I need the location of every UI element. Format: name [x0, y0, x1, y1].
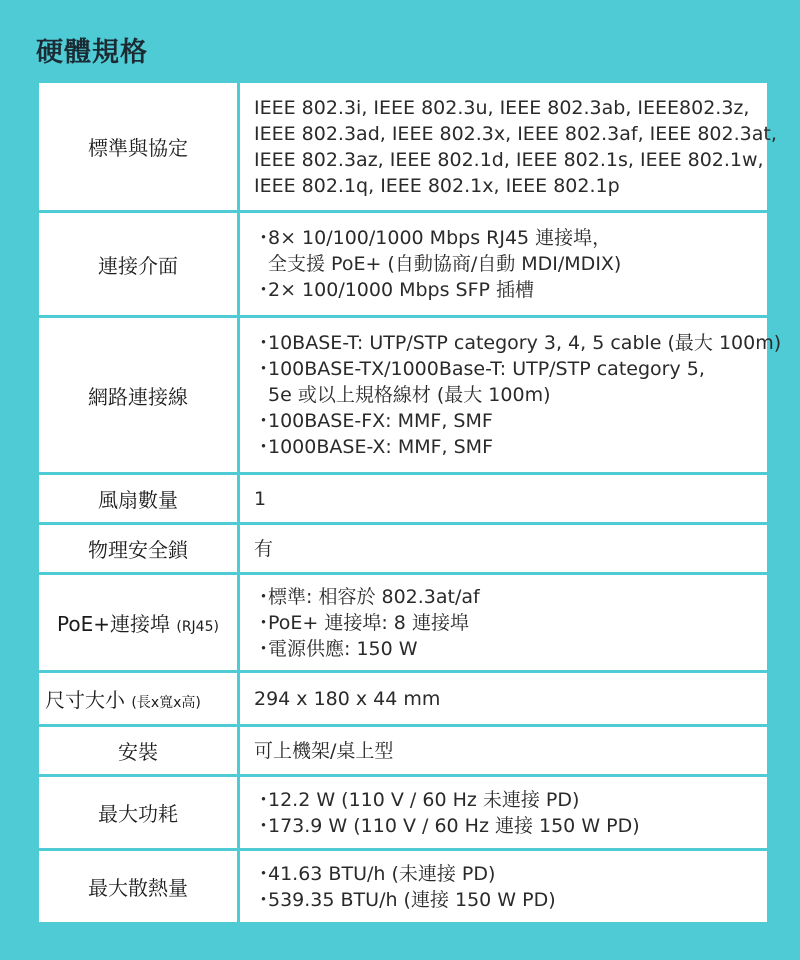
spec-label-interfaces: 連接介面	[38, 212, 239, 317]
spec-value-poe-ports	[239, 574, 769, 672]
spec-label-cables: 網路連接線	[38, 317, 239, 474]
list-item	[254, 356, 755, 382]
bullet-icon: ・	[254, 611, 274, 634]
list-item	[254, 584, 755, 610]
label-suffix: (RJ45)	[176, 619, 219, 635]
list-item	[254, 787, 755, 813]
spec-value-cables	[239, 317, 782, 474]
bullet-icon: ・	[254, 358, 274, 380]
spec-label-dimensions	[38, 672, 239, 726]
list-item	[254, 636, 755, 662]
list-item-text: 8× 10/100/1000 Mbps RJ45 連接埠，	[268, 227, 612, 249]
bullet-icon: ・	[254, 436, 274, 458]
list-item	[254, 408, 755, 434]
spec-line: IEEE 802.1q, IEEE 802.1x, IEEE 802.1p	[254, 174, 620, 197]
table-row	[38, 82, 769, 212]
list-item-text: 標準: 相容於 802.3at/af	[268, 585, 480, 608]
spec-label-max-power: 最大功耗	[38, 776, 239, 850]
list-item-text: 100BASE-FX: MMF, SMF	[268, 410, 493, 432]
label-main: PoE+連接埠	[57, 612, 170, 636]
page-title: 硬體規格	[36, 37, 148, 68]
list-item	[254, 887, 755, 913]
spec-line: IEEE 802.3ad, IEEE 802.3x, IEEE 802.3af, IEEE 802.3at,	[254, 122, 777, 145]
bullet-icon: ・	[254, 279, 274, 301]
table-row	[38, 726, 769, 776]
spec-value-standards	[239, 82, 777, 212]
list-item-continuation: 全支援 PoE+ (自動協商/自動 MDI/MDIX)	[268, 253, 622, 275]
bullet-icon: ・	[254, 227, 274, 249]
list-item-text: 100BASE-TX/1000Base-T: UTP/STP category 5,	[268, 358, 705, 380]
list-item-text: 2× 100/1000 Mbps SFP 插槽	[268, 279, 535, 301]
spec-label-max-heat: 最大散熱量	[38, 850, 239, 924]
spec-value-max-power	[239, 776, 769, 850]
list-item	[254, 277, 755, 303]
table-row	[38, 776, 769, 850]
list-item	[254, 861, 755, 887]
spec-value-mounting: 可上機架/桌上型	[239, 726, 769, 776]
list-item-text: 41.63 BTU/h (未連接 PD)	[268, 862, 496, 885]
list-item-continuation: 5e 或以上規格線材 (最大 100m)	[268, 384, 551, 406]
spec-value-security-lock: 有	[239, 524, 769, 574]
list-item-text: 539.35 BTU/h (連接 150 W PD)	[268, 888, 556, 911]
list-item-text: 173.9 W (110 V / 60 Hz 連接 150 W PD)	[268, 814, 640, 837]
table-row	[38, 524, 769, 574]
list-item-text: 1000BASE-X: MMF, SMF	[268, 436, 493, 458]
bullet-icon: ・	[254, 862, 274, 885]
spec-line: IEEE 802.3az, IEEE 802.1d, IEEE 802.1s, IEEE 802.1w,	[254, 148, 764, 171]
spec-label-security-lock: 物理安全鎖	[38, 524, 239, 574]
bullet-icon: ・	[254, 410, 274, 432]
list-item-text: 電源供應: 150 W	[268, 637, 418, 660]
list-item	[254, 330, 782, 356]
spec-label-fans: 風扇數量	[38, 474, 239, 524]
table-row	[38, 474, 769, 524]
list-item	[254, 813, 755, 839]
bullet-icon: ・	[254, 637, 274, 660]
list-item-text: 12.2 W (110 V / 60 Hz 未連接 PD)	[268, 788, 580, 811]
spec-value-max-heat	[239, 850, 769, 924]
label-suffix: (長x寬x高)	[131, 695, 201, 711]
table-row	[38, 672, 769, 726]
spec-value-fans: 1	[239, 474, 769, 524]
bullet-icon: ・	[254, 585, 274, 608]
list-item	[254, 225, 755, 251]
spec-line: IEEE 802.3i, IEEE 802.3u, IEEE 802.3ab, IEEE802.3z,	[254, 96, 750, 119]
list-item	[254, 434, 755, 460]
list-item-text: 10BASE-T: UTP/STP category 3, 4, 5 cable (最大 100m)	[268, 332, 782, 354]
label-main: 尺寸大小	[45, 688, 125, 712]
spec-label-standards: 標準與協定	[38, 82, 239, 212]
bullet-icon: ・	[254, 814, 274, 837]
bullet-icon: ・	[254, 888, 274, 911]
spec-table	[36, 80, 782, 925]
spec-label-poe-ports	[38, 574, 239, 672]
bullet-icon: ・	[254, 788, 274, 811]
table-row	[38, 212, 769, 317]
table-row	[38, 850, 769, 924]
spec-value-interfaces	[239, 212, 769, 317]
list-item-text: PoE+ 連接埠: 8 連接埠	[268, 611, 469, 634]
table-row	[38, 574, 769, 672]
bullet-icon: ・	[254, 332, 274, 354]
table-row	[38, 317, 769, 474]
spec-value-dimensions: 294 x 180 x 44 mm	[239, 672, 769, 726]
spec-label-mounting: 安裝	[38, 726, 239, 776]
list-item	[254, 610, 755, 636]
